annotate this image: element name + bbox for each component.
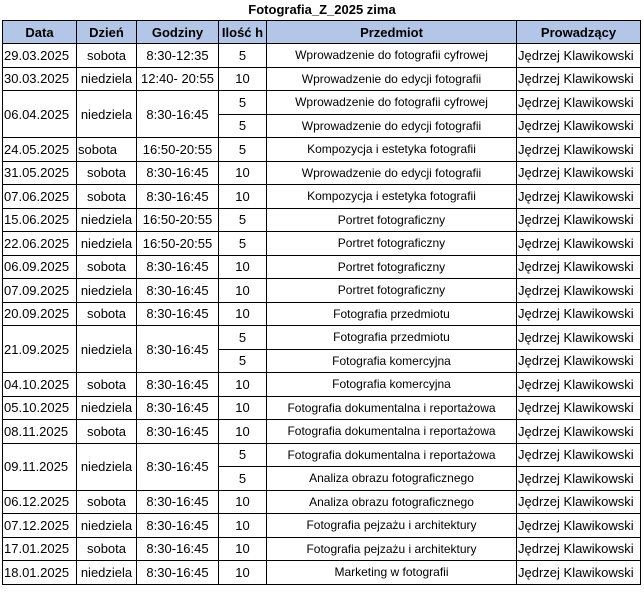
date-cell: 07.12.2025 xyxy=(3,514,77,538)
table-row xyxy=(3,185,641,209)
subject-cell: Wprowadzenie do fotografii cyfrowej xyxy=(267,91,517,115)
subject-cell: Analiza obrazu fotograficznego xyxy=(267,490,517,514)
day-cell: sobota xyxy=(77,537,137,561)
date-cell: 06.09.2025 xyxy=(3,255,77,279)
table-row xyxy=(3,302,641,326)
table-row xyxy=(3,514,641,538)
date-cell: 18.01.2025 xyxy=(3,561,77,585)
hours-cell: 16:50-20:55 xyxy=(137,208,219,232)
table-row xyxy=(3,396,641,420)
hours-cell: 8:30-16:45 xyxy=(137,443,219,490)
hours-count-cell: 5 xyxy=(219,138,267,162)
hours-cell: 16:50-20:55 xyxy=(137,138,219,162)
subject-cell: Fotografia dokumentalna i reportażowa xyxy=(267,396,517,420)
teacher-cell: Jędrzej Klawikowski xyxy=(517,443,641,467)
subject-cell: Analiza obrazu fotograficznego xyxy=(267,467,517,491)
hours-count-cell: 10 xyxy=(219,185,267,209)
hours-cell: 8:30-16:45 xyxy=(137,161,219,185)
teacher-cell: Jędrzej Klawikowski xyxy=(517,67,641,91)
subject-cell: Fotografia komercyjna xyxy=(267,349,517,373)
hours-cell: 8:30-12:35 xyxy=(137,44,219,68)
hours-count-cell: 10 xyxy=(219,396,267,420)
table-row xyxy=(3,255,641,279)
teacher-cell: Jędrzej Klawikowski xyxy=(517,114,641,138)
subject-cell: Wprowadzenie do edycji fotografii xyxy=(267,114,517,138)
table-row xyxy=(3,561,641,585)
hours-cell: 8:30-16:45 xyxy=(137,255,219,279)
date-cell: 09.11.2025 xyxy=(3,443,77,490)
teacher-cell: Jędrzej Klawikowski xyxy=(517,490,641,514)
date-cell: 08.11.2025 xyxy=(3,420,77,444)
table-row xyxy=(3,44,641,68)
subject-cell: Fotografia komercyjna xyxy=(267,373,517,397)
table-row xyxy=(3,490,641,514)
schedule-table xyxy=(2,20,641,585)
hours-cell: 8:30-16:45 xyxy=(137,561,219,585)
table-row xyxy=(3,208,641,232)
header-row xyxy=(3,21,641,44)
hours-cell: 16:50-20:55 xyxy=(137,232,219,256)
hours-cell: 8:30-16:45 xyxy=(137,302,219,326)
hours-cell: 12:40- 20:55 xyxy=(137,67,219,91)
subject-cell: Portret fotograficzny xyxy=(267,255,517,279)
subject-cell: Fotografia przedmiotu xyxy=(267,302,517,326)
date-cell: 29.03.2025 xyxy=(3,44,77,68)
teacher-cell: Jędrzej Klawikowski xyxy=(517,396,641,420)
date-cell: 07.06.2025 xyxy=(3,185,77,209)
hours-count-cell: 10 xyxy=(219,161,267,185)
hours-count-cell: 5 xyxy=(219,349,267,373)
teacher-cell: Jędrzej Klawikowski xyxy=(517,138,641,162)
page-title: Fotografia_Z_2025 zima xyxy=(248,2,396,17)
subject-cell: Marketing w fotografii xyxy=(267,561,517,585)
date-cell: 07.09.2025 xyxy=(3,279,77,303)
hours-cell: 8:30-16:45 xyxy=(137,514,219,538)
hours-count-cell: 5 xyxy=(219,44,267,68)
day-cell: sobota xyxy=(77,255,137,279)
subject-cell: Fotografia pejzażu i architektury xyxy=(267,514,517,538)
teacher-cell: Jędrzej Klawikowski xyxy=(517,373,641,397)
teacher-cell: Jędrzej Klawikowski xyxy=(517,208,641,232)
table-row xyxy=(3,232,641,256)
teacher-cell: Jędrzej Klawikowski xyxy=(517,279,641,303)
teacher-cell: Jędrzej Klawikowski xyxy=(517,467,641,491)
day-cell: sobota xyxy=(77,373,137,397)
teacher-cell: Jędrzej Klawikowski xyxy=(517,232,641,256)
hours-count-cell: 10 xyxy=(219,490,267,514)
subject-cell: Fotografia dokumentalna i reportażowa xyxy=(267,443,517,467)
day-cell: niedziela xyxy=(77,91,137,138)
day-cell: sobota xyxy=(77,185,137,209)
table-row xyxy=(3,420,641,444)
date-cell: 17.01.2025 xyxy=(3,537,77,561)
table-row xyxy=(3,279,641,303)
hours-count-cell: 10 xyxy=(219,373,267,397)
header-data: Data xyxy=(3,21,77,44)
hours-count-cell: 10 xyxy=(219,537,267,561)
teacher-cell: Jędrzej Klawikowski xyxy=(517,561,641,585)
table-row xyxy=(3,67,641,91)
teacher-cell: Jędrzej Klawikowski xyxy=(517,91,641,115)
subject-cell: Fotografia pejzażu i architektury xyxy=(267,537,517,561)
hours-count-cell: 5 xyxy=(219,208,267,232)
subject-cell: Wprowadzenie do fotografii cyfrowej xyxy=(267,44,517,68)
day-cell: sobota xyxy=(77,490,137,514)
date-cell: 15.06.2025 xyxy=(3,208,77,232)
day-cell: niedziela xyxy=(77,561,137,585)
day-cell: sobota xyxy=(77,44,137,68)
teacher-cell: Jędrzej Klawikowski xyxy=(517,514,641,538)
hours-count-cell: 5 xyxy=(219,467,267,491)
day-cell: niedziela xyxy=(77,208,137,232)
header-ilosc-h: Ilość h xyxy=(219,21,267,44)
teacher-cell: Jędrzej Klawikowski xyxy=(517,302,641,326)
day-cell: niedziela xyxy=(77,514,137,538)
teacher-cell: Jędrzej Klawikowski xyxy=(517,326,641,350)
hours-count-cell: 5 xyxy=(219,91,267,115)
date-cell: 06.12.2025 xyxy=(3,490,77,514)
table-row xyxy=(3,138,641,162)
hours-cell: 8:30-16:45 xyxy=(137,279,219,303)
date-cell: 24.05.2025 xyxy=(3,138,77,162)
hours-cell: 8:30-16:45 xyxy=(137,91,219,138)
table-row xyxy=(3,161,641,185)
subject-cell: Wprowadzenie do edycji fotografii xyxy=(267,161,517,185)
date-cell: 31.05.2025 xyxy=(3,161,77,185)
hours-count-cell: 10 xyxy=(219,561,267,585)
day-cell: niedziela xyxy=(77,232,137,256)
date-cell: 20.09.2025 xyxy=(3,302,77,326)
hours-count-cell: 10 xyxy=(219,514,267,538)
day-cell: niedziela xyxy=(77,326,137,373)
hours-cell: 8:30-16:45 xyxy=(137,420,219,444)
day-cell: sobota xyxy=(77,161,137,185)
hours-cell: 8:30-16:45 xyxy=(137,326,219,373)
subject-cell: Fotografia przedmiotu xyxy=(267,326,517,350)
header-godziny: Godziny xyxy=(137,21,219,44)
hours-cell: 8:30-16:45 xyxy=(137,373,219,397)
hours-cell: 8:30-16:45 xyxy=(137,185,219,209)
hours-count-cell: 10 xyxy=(219,279,267,303)
teacher-cell: Jędrzej Klawikowski xyxy=(517,185,641,209)
date-cell: 04.10.2025 xyxy=(3,373,77,397)
hours-count-cell: 5 xyxy=(219,114,267,138)
header-prowadzacy: Prowadzący xyxy=(517,21,641,44)
table-row xyxy=(3,326,641,350)
hours-count-cell: 10 xyxy=(219,302,267,326)
subject-cell: Kompozycja i estetyka fotografii xyxy=(267,185,517,209)
date-cell: 30.03.2025 xyxy=(3,67,77,91)
teacher-cell: Jędrzej Klawikowski xyxy=(517,161,641,185)
teacher-cell: Jędrzej Klawikowski xyxy=(517,255,641,279)
subject-cell: Kompozycja i estetyka fotografii xyxy=(267,138,517,162)
table-row xyxy=(3,91,641,115)
hours-count-cell: 5 xyxy=(219,443,267,467)
table-row xyxy=(3,537,641,561)
date-cell: 05.10.2025 xyxy=(3,396,77,420)
hours-cell: 8:30-16:45 xyxy=(137,490,219,514)
table-row xyxy=(3,373,641,397)
subject-cell: Portret fotograficzny xyxy=(267,232,517,256)
subject-cell: Portret fotograficzny xyxy=(267,208,517,232)
day-cell: niedziela xyxy=(77,67,137,91)
hours-count-cell: 5 xyxy=(219,326,267,350)
header-dzien: Dzień xyxy=(77,21,137,44)
teacher-cell: Jędrzej Klawikowski xyxy=(517,349,641,373)
day-cell: sobota xyxy=(77,302,137,326)
day-cell: niedziela xyxy=(77,279,137,303)
teacher-cell: Jędrzej Klawikowski xyxy=(517,44,641,68)
hours-count-cell: 10 xyxy=(219,67,267,91)
hours-count-cell: 5 xyxy=(219,232,267,256)
subject-cell: Fotografia dokumentalna i reportażowa xyxy=(267,420,517,444)
date-cell: 22.06.2025 xyxy=(3,232,77,256)
table-row xyxy=(3,443,641,467)
hours-count-cell: 10 xyxy=(219,255,267,279)
hours-cell: 8:30-16:45 xyxy=(137,537,219,561)
hours-count-cell: 10 xyxy=(219,420,267,444)
subject-cell: Wprowadzenie do edycji fotografii xyxy=(267,67,517,91)
day-cell: niedziela xyxy=(77,396,137,420)
date-cell: 06.04.2025 xyxy=(3,91,77,138)
teacher-cell: Jędrzej Klawikowski xyxy=(517,537,641,561)
teacher-cell: Jędrzej Klawikowski xyxy=(517,420,641,444)
header-przedmiot: Przedmiot xyxy=(267,21,517,44)
day-cell: sobota xyxy=(77,138,137,162)
schedule-body xyxy=(3,44,641,585)
day-cell: niedziela xyxy=(77,443,137,490)
day-cell: sobota xyxy=(77,420,137,444)
subject-cell: Portret fotograficzny xyxy=(267,279,517,303)
hours-cell: 8:30-16:45 xyxy=(137,396,219,420)
date-cell: 21.09.2025 xyxy=(3,326,77,373)
